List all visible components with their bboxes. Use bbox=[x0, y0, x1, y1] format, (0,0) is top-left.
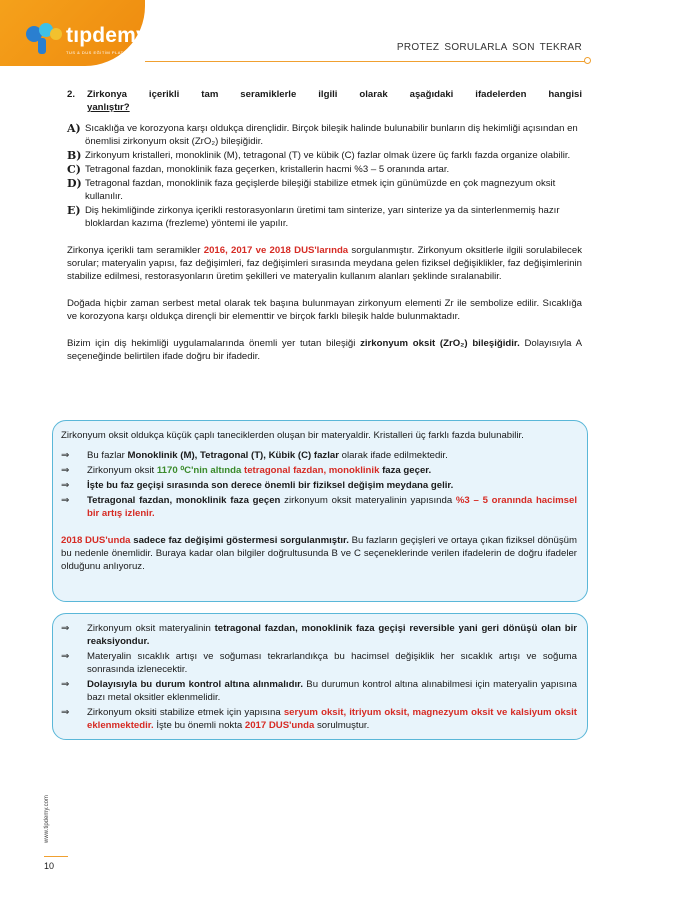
question-text-line2: yanlıştır? bbox=[87, 102, 130, 113]
page-divider bbox=[44, 856, 68, 857]
text-run: İşte bu önemli nokta bbox=[153, 720, 245, 731]
explanation-paragraph-2: Doğada hiçbir zaman serbest metal olarak tek başına bulunmayan zirkonyum elementi Zr ile sembolize edilir. Sıcaklığa ve korozyona karşı oldukça dirençli bir elementtir ve birçok farklı bileşik halde bulunmaktadır. bbox=[67, 298, 582, 322]
bullet-text bbox=[87, 678, 577, 704]
bold-run: zirkonyum oksit (ZrO₂) bileşiğidir. bbox=[360, 338, 520, 349]
page-number: 10 bbox=[44, 861, 55, 871]
bullet-text: İşte bu faz geçişi sırasında son derece önemli bir fiziksel değişim meydana gelir. bbox=[87, 480, 454, 491]
header-dot bbox=[584, 57, 591, 64]
explanation-paragraph-3 bbox=[67, 337, 582, 363]
text-run: Zirkonyum oksiti stabilize etmek için yapısına bbox=[87, 707, 284, 718]
text-run: zirkonyum oksit materyalinin yapısında bbox=[280, 495, 456, 506]
text-run: Bu fazların geçişleri ve ortaya çıkan fiziksel dönüşüm bu nedenle önemlidir. Buraya kadar olan bilgiler doğrultusunda B ve C seçeneklerinde verilen ifadelerin de doğru ifadeler olduğunu anlıyoruz. bbox=[61, 535, 577, 572]
bullet-item bbox=[61, 622, 577, 648]
highlight-red: %3 – 5 oranında hacimsel bir artış izlenir. bbox=[87, 495, 578, 519]
option-a bbox=[67, 122, 582, 148]
option-text: Zirkonyum kristalleri, monoklinik (M), tetragonal (T) ve kübik (C) fazlar olmak üzere üç farklı fazda organize olabilir. bbox=[85, 150, 571, 161]
arrow-icon: ⇒ bbox=[61, 623, 70, 634]
bullet-item bbox=[61, 650, 577, 676]
question-stem bbox=[67, 88, 582, 101]
question-content bbox=[67, 88, 582, 363]
text-run: Bizim için diş hekimliği uygulamalarında önemli yer tutan bileşiği bbox=[67, 338, 361, 349]
option-letter: E) bbox=[67, 204, 81, 217]
side-url: www.tipdemy.com bbox=[44, 795, 50, 843]
text-run: Zirkonya içerikli tam seramikler bbox=[67, 245, 204, 256]
explanation-paragraph-1 bbox=[67, 244, 582, 283]
highlight-red: 2016, 2017 ve 2018 DUS'larında bbox=[203, 245, 349, 256]
option-letter: B) bbox=[67, 149, 82, 162]
arrow-icon: ⇒ bbox=[61, 450, 70, 461]
option-text: Tetragonal fazdan, monoklinik faza geçerken, kristallerin hacmi %3 – 5 oranında artar. bbox=[85, 164, 450, 175]
bold-run: tetragonal fazdan, monoklinik faza geçişi reversible yani geri dönüşü olan bir reaksiyondur. bbox=[87, 623, 577, 647]
option-letter: A) bbox=[67, 122, 81, 135]
logo-text: tıpdemy bbox=[66, 24, 148, 47]
box-intro: Zirkonyum oksit oldukça küçük çaplı taneciklerden oluşan bir materyaldir. Kristalleri üç farklı fazda bulunabilir. bbox=[61, 430, 524, 441]
bold-run: faza geçer. bbox=[379, 465, 432, 476]
arrow-icon: ⇒ bbox=[61, 679, 70, 690]
highlight-red: 2018 DUS'unda bbox=[61, 535, 131, 546]
option-list bbox=[67, 122, 582, 230]
text-run: sorulmuştur. bbox=[314, 720, 370, 731]
option-text: Diş hekimliğinde zirkonya içerikli restorasyonların üretimi tam sinterize, yarı sinterize ya da sinterlenmemiş hazır bloklardan kazıma (frezleme) yöntemi ile yapılır. bbox=[85, 205, 560, 229]
bullet-text bbox=[87, 464, 577, 477]
option-b bbox=[67, 149, 582, 162]
arrow-icon: ⇒ bbox=[61, 707, 70, 718]
option-c bbox=[67, 163, 582, 176]
option-e bbox=[67, 204, 582, 230]
header-title: PROTEZ SORULARLA SON TEKRAR bbox=[396, 42, 582, 53]
highlight-green: 1170 ⁰C'nin altında bbox=[156, 465, 242, 476]
bold-run: Dolayısıyla bu durum kontrol altına alınmalıdır. bbox=[87, 679, 303, 690]
arrow-icon: ⇒ bbox=[61, 480, 70, 491]
header-divider bbox=[145, 61, 588, 62]
bullet-item bbox=[61, 479, 577, 492]
option-letter: C) bbox=[67, 163, 81, 176]
text-run: Bu fazlar bbox=[87, 450, 128, 461]
option-d bbox=[67, 177, 582, 203]
bold-run: Tetragonal fazdan, monoklinik faza geçen bbox=[87, 495, 281, 506]
logo-band bbox=[0, 0, 148, 66]
bullet-text bbox=[87, 622, 577, 648]
text-run: Zirkonyum oksit materyalinin bbox=[87, 623, 215, 634]
bullet-item bbox=[61, 678, 577, 704]
bold-run: sadece faz değişimi göstermesi sorgulanmıştır. bbox=[130, 535, 349, 546]
bullet-text bbox=[87, 706, 577, 732]
arrow-icon: ⇒ bbox=[61, 465, 70, 476]
option-text: Tetragonal fazdan, monoklinik faza geçişlerde bileşiği stabilize etmek için günümüzde en çok magnezyum oksit kullanılır. bbox=[85, 178, 556, 202]
highlight-red: seryum oksit, itriyum oksit, magnezyum oksit ve kalsiyum oksit eklenmektedir. bbox=[87, 707, 577, 731]
bullet-text bbox=[87, 449, 577, 462]
bullet-item bbox=[61, 706, 577, 732]
text-run: Bu durumun kontrol altına alınabilmesi için materyalin yapısına bazı metal oksitler eklenmelidir. bbox=[87, 679, 577, 703]
question-number: 2. bbox=[67, 89, 76, 100]
bullet-item bbox=[61, 449, 577, 462]
option-letter: D) bbox=[67, 177, 82, 190]
text-run: sorgulanmıştır. Zirkonyum oksitlerle ilgili sorulabilecek sorular; materyalin yapısı, faz değişimleri, faz değişimleri sırasında meydana gelen fiziksel değişiklikler, faz değişimlerinin stabilize edilmesi, restorasyonların üretim şekilleri ve materyalin kullanım alanları şeklinde sıralanabilir. bbox=[67, 245, 582, 282]
option-text: Sıcaklığa ve korozyona karşı oldukça dirençlidir. Birçok bileşik halinde bulunabilir bunların diş hekimliği açısından en önemlisi zirkonyum oksit (ZrO₂) bileşiğidir. bbox=[85, 123, 578, 147]
highlight-red: 2017 DUS'unda bbox=[244, 720, 315, 731]
info-box-stabilization bbox=[52, 613, 588, 740]
highlight-red: tetragonal fazdan, monoklinik bbox=[241, 465, 380, 476]
text-run: olarak ifade edilmektedir. bbox=[338, 450, 448, 461]
bullet-item bbox=[61, 464, 577, 477]
arrow-icon: ⇒ bbox=[61, 495, 70, 506]
text-run: Dolayısıyla A seçeneğinde belirtilen ifade doğru bir ifadedir. bbox=[67, 338, 583, 362]
logo-tagline: TUS & DUS EĞİTİM PLATFORMU bbox=[66, 50, 141, 55]
question-text-line1: Zirkonya içerikli tam seramiklerle ilgili olarak aşağıdaki ifadelerden hangisi bbox=[87, 89, 582, 100]
text-run: Zirkonyum oksit bbox=[87, 465, 157, 476]
bullet-text bbox=[87, 494, 577, 520]
arrow-icon: ⇒ bbox=[61, 651, 70, 662]
bullet-text: Materyalin sıcaklık artışı ve soğuması tekrarlandıkça bu hacimsel değişiklik her sıcaklık artışı ve soğuma sonrasında izlenecektir. bbox=[87, 651, 577, 675]
bullet-item bbox=[61, 494, 577, 520]
bold-run: Monoklinik (M), Tetragonal (T), Kübik (C) fazlar bbox=[127, 450, 339, 461]
info-box-phases bbox=[52, 420, 588, 602]
logo-icon bbox=[24, 20, 68, 56]
box-paragraph bbox=[61, 534, 577, 573]
